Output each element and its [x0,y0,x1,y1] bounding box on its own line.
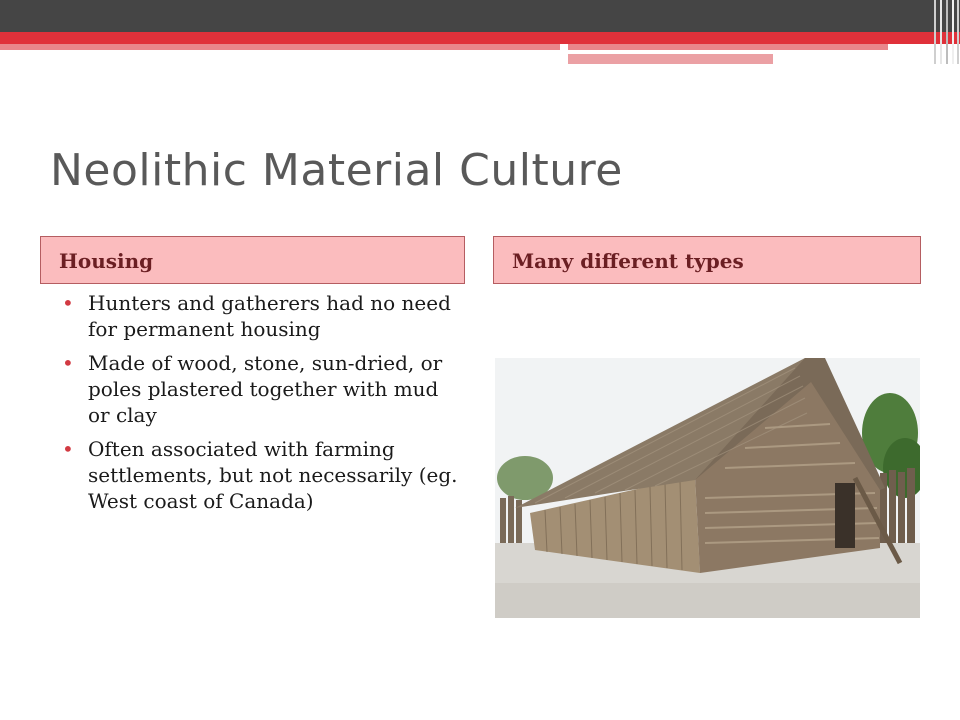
bullet-icon: • [62,291,74,315]
longhouse-photo [495,358,920,618]
slide-title: Neolithic Material Culture [50,145,623,196]
bullet-text: Made of wood, stone, sun-dried, or poles plastered together with mud or clay [88,351,443,427]
bullet-item [62,290,462,342]
top-pink-band [0,44,560,50]
bullet-item [62,350,462,428]
types-header: Many different types [493,236,921,284]
bullet-item [62,436,462,514]
bullet-icon: • [62,437,74,461]
bullet-list [62,290,462,522]
top-pink-band-lower [568,54,773,64]
top-decor-bar [0,0,960,32]
bullet-text: Hunters and gatherers had no need for permanent housing [88,291,451,341]
housing-header: Housing [40,236,465,284]
bullet-text: Often associated with farming settlements, but not necessarily (eg. West coast of Canada) [88,437,458,513]
top-right-edge-lines [932,0,960,64]
bullet-icon: • [62,351,74,375]
top-red-stripe [0,32,960,44]
